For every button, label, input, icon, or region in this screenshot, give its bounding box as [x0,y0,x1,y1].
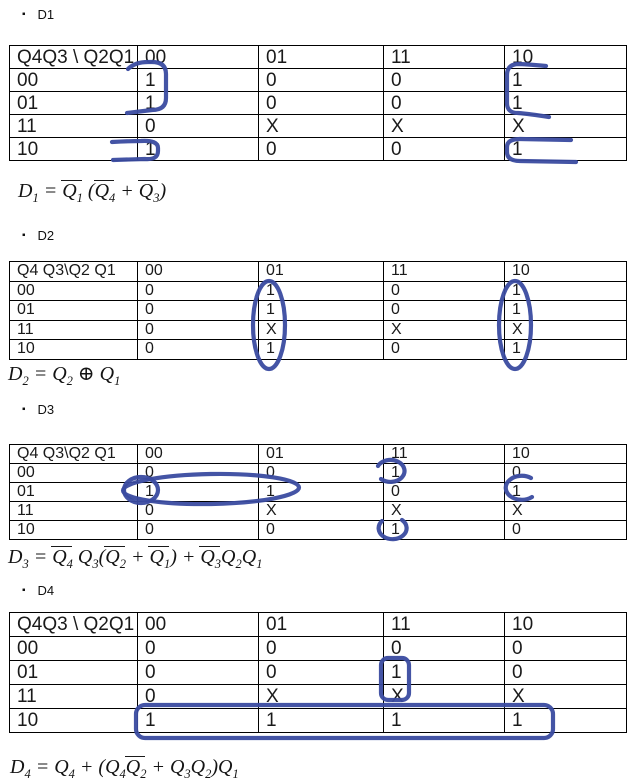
kmap-cell: 0 [384,69,505,92]
kmap-cell: 1 [505,92,627,115]
kmap-corner-label: Q4Q3 \ Q2Q1 [10,46,138,69]
kmap-cell: 0 [384,301,505,321]
kmap-cell: 0 [505,637,627,661]
kmap-cell: 0 [259,69,384,92]
eq-operator: = [30,756,55,778]
section-label-d1: D1 [37,7,55,22]
kmap-cell: 1 [138,92,259,115]
section-label-d3: D3 [37,402,55,417]
eq-variable: $Q_4$ [52,546,73,571]
kmap-cell: X [505,320,627,340]
equation-d4 [10,755,239,779]
kmap-cell: 0 [259,138,384,161]
kmap-table-d4 [9,612,627,733]
eq-variable: $Q_3$ [138,180,160,205]
eq-variable: $Q_4$ [105,756,126,781]
section-label-d4: D4 [37,583,55,598]
eq-operator: ⊕ [72,363,100,385]
kmap-cell: X [505,685,627,709]
kmap-grid [9,444,627,540]
kmap-cell: 1 [505,709,627,733]
kmap-row [10,340,627,360]
eq-variable: $Q_2$ [221,546,242,571]
eq-operator: + ( [74,756,106,778]
kmap-cell: 0 [138,281,259,301]
kmap-row-label: 11 [10,320,138,340]
kmap-cell: 1 [138,138,259,161]
eq-variable: $Q_3$ [200,546,222,571]
kmap-cell: 0 [259,92,384,115]
kmap-cell: 0 [138,464,259,483]
kmap-cell: 0 [259,637,384,661]
kmap-column-header: 10 [505,262,627,282]
kmap-cell: 1 [259,340,384,360]
kmap-grid [9,612,627,733]
kmap-cell: X [259,320,384,340]
kmap-column-header: 00 [138,613,259,637]
kmap-cell: 1 [384,661,505,685]
kmap-cell: 1 [259,281,384,301]
kmap-row-label: 00 [10,281,138,301]
kmap-column-header: 10 [505,445,627,464]
equation-d2 [8,362,120,386]
kmap-row [10,464,627,483]
kmap-row [10,138,627,161]
kmap-row [10,301,627,321]
eq-operator: = [38,180,63,202]
eq-variable: $Q_2$ [52,363,73,388]
kmap-column-header: 01 [259,445,384,464]
kmap-row [10,281,627,301]
kmap-row [10,521,627,540]
kmap-cell: X [384,115,505,138]
kmap-table-d1 [9,45,627,161]
kmap-cell: X [384,320,505,340]
section-label-d2: D2 [37,228,55,243]
kmap-cell: 1 [259,483,384,502]
eq-operator: = [28,546,53,568]
kmap-cell: 0 [138,340,259,360]
kmap-cell: 1 [259,709,384,733]
kmap-table-d2 [9,261,627,360]
kmap-cell: 1 [505,483,627,502]
eq-variable: $Q_1$ [99,363,121,388]
kmap-cell: 0 [259,661,384,685]
kmap-cell: 0 [384,637,505,661]
kmap-cell: 1 [138,709,259,733]
kmap-cell: 0 [259,521,384,540]
eq-variable: $Q_1$ [62,180,83,205]
eq-variable: $Q_1$ [149,546,171,571]
kmap-row [10,709,627,733]
kmap-grid [9,261,627,360]
kmap-cell: 1 [505,69,627,92]
kmap-cell: 0 [384,281,505,301]
kmap-cell: 0 [259,464,384,483]
eq-variable: $Q_4$ [54,756,75,781]
kmap-cell: X [505,502,627,521]
eq-operator: + [115,180,139,202]
eq-variable: $Q_1$ [241,546,263,571]
kmap-row [10,637,627,661]
eq-operator: ( [98,546,106,568]
kmap-cell: 0 [138,320,259,340]
kmap-cell: X [259,685,384,709]
kmap-cell: 1 [138,69,259,92]
kmap-cell: 1 [138,483,259,502]
kmap-cell: 1 [384,521,505,540]
eq-operator: = [28,363,53,385]
kmap-cell: 0 [384,340,505,360]
kmap-cell: X [259,502,384,521]
eq-variable: $Q_2$ [125,756,147,781]
eq-variable: $D_4$ [10,756,31,781]
equation-d1 [18,179,166,203]
kmap-cell: 1 [384,464,505,483]
kmap-cell: 0 [138,502,259,521]
kmap-cell: 0 [138,115,259,138]
kmap-row-label: 10 [10,340,138,360]
kmap-row-label: 10 [10,521,138,540]
eq-operator: + [146,756,170,778]
kmap-column-header: 11 [384,262,505,282]
eq-variable: $Q_2$ [105,546,126,571]
kmap-cell: 1 [505,281,627,301]
square-bullet-icon: ▪ [22,8,26,20]
kmap-column-header: 00 [138,445,259,464]
kmap-column-header: 10 [505,46,627,69]
kmap-cell: 0 [384,92,505,115]
kmap-cell: 1 [505,138,627,161]
kmap-row [10,69,627,92]
kmap-cell: 1 [505,301,627,321]
eq-operator: ( [82,180,95,202]
eq-variable: $Q_2$ [190,756,212,781]
kmap-row-label: 10 [10,138,138,161]
kmap-row [10,115,627,138]
kmap-corner-label: Q4Q3 \ Q2Q1 [10,613,138,637]
eq-operator: + [125,546,150,568]
kmap-corner-label: Q4 Q3\Q2 Q1 [10,262,138,282]
kmap-row-label: 10 [10,709,138,733]
kmap-cell: 0 [138,301,259,321]
kmap-row-label: 00 [10,69,138,92]
kmap-row [10,502,627,521]
kmap-cell: 1 [384,709,505,733]
kmap-column-header: 01 [259,46,384,69]
section-heading-d2 [22,229,54,242]
kmap-row-label: 11 [10,502,138,521]
kmap-row-label: 11 [10,685,138,709]
kmap-column-header: 10 [505,613,627,637]
kmap-row [10,483,627,502]
eq-operator: ) + [170,546,201,568]
kmap-cell: 0 [138,685,259,709]
kmap-cell: 0 [505,464,627,483]
kmap-column-header: 00 [138,262,259,282]
kmap-column-header: 11 [384,445,505,464]
kmap-column-header: 01 [259,262,384,282]
kmap-cell: 1 [259,301,384,321]
eq-operator: ) [211,756,219,778]
kmap-column-header: 11 [384,46,505,69]
kmap-cell: 0 [505,661,627,685]
kmap-row-label: 01 [10,483,138,502]
eq-variable: $Q_3$ [169,756,191,781]
kmap-row-label: 01 [10,301,138,321]
equation-d3 [8,545,262,569]
section-heading-d3 [22,403,54,416]
kmap-cell: X [259,115,384,138]
kmap-cell: X [505,115,627,138]
section-heading-d4 [22,584,54,597]
square-bullet-icon: ▪ [22,584,26,596]
kmap-row [10,320,627,340]
kmap-row [10,92,627,115]
eq-variable: $D_2$ [8,363,29,388]
kmap-row [10,661,627,685]
kmap-row-label: 00 [10,464,138,483]
eq-variable: $Q_1$ [218,756,239,781]
kmap-row-label: 01 [10,92,138,115]
kmap-grid [9,45,627,161]
kmap-row-label: 00 [10,637,138,661]
section-heading-d1 [22,8,54,21]
square-bullet-icon: ▪ [22,229,26,241]
square-bullet-icon: ▪ [22,403,26,415]
eq-variable: $D_3$ [8,546,29,571]
kmap-row-label: 01 [10,661,138,685]
eq-operator: ) [159,180,167,202]
kmap-cell: X [384,685,505,709]
eq-variable: $D_1$ [18,180,39,205]
kmap-column-header: 11 [384,613,505,637]
kmap-cell: 0 [384,138,505,161]
kmap-table-d3 [9,444,627,540]
kmap-cell: 0 [138,661,259,685]
kmap-column-header: 01 [259,613,384,637]
kmap-column-header: 00 [138,46,259,69]
kmap-cell: 1 [505,340,627,360]
kmap-cell: 0 [138,521,259,540]
eq-variable: $Q_3$ [77,546,99,571]
kmap-cell: 0 [138,637,259,661]
kmap-cell: 0 [505,521,627,540]
kmap-corner-label: Q4 Q3\Q2 Q1 [10,445,138,464]
kmap-row-label: 11 [10,115,138,138]
kmap-cell: X [384,502,505,521]
eq-variable: $Q_4$ [94,180,116,205]
kmap-row [10,685,627,709]
kmap-cell: 0 [384,483,505,502]
